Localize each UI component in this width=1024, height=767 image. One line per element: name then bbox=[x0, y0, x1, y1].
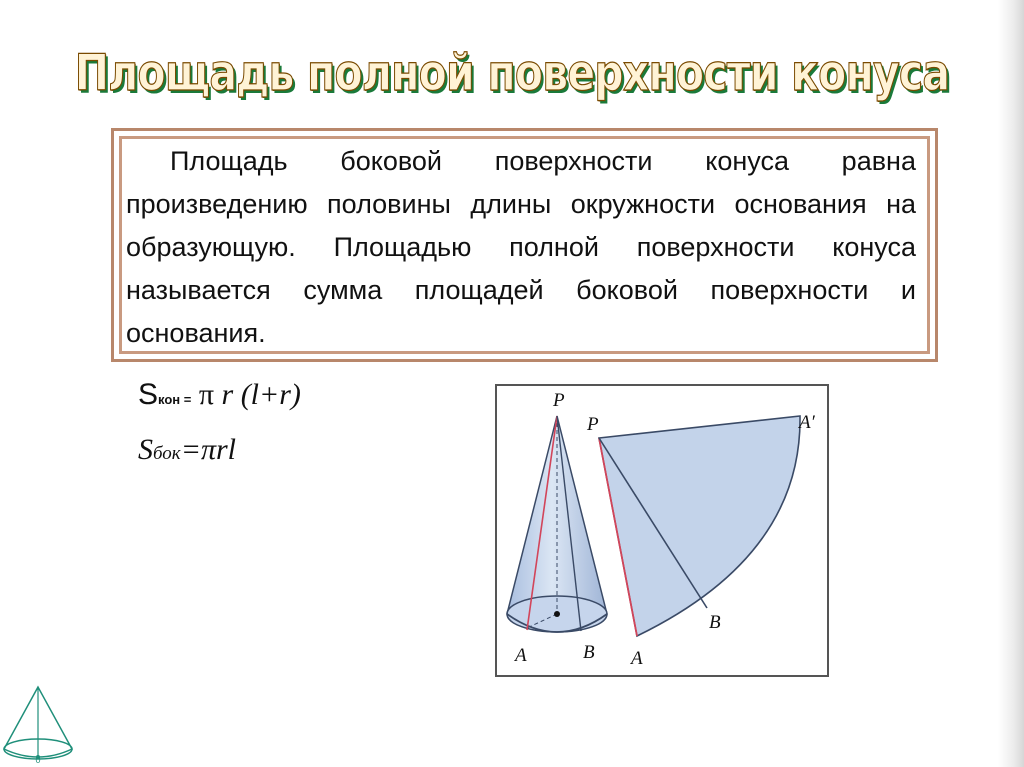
formula-full-expr: r (l+r) bbox=[214, 378, 301, 411]
cone-point-b-label: B bbox=[583, 642, 595, 663]
formula-lateral-surface bbox=[138, 433, 236, 467]
cone-base-center bbox=[554, 611, 560, 617]
sector-point-a-label: A bbox=[631, 648, 643, 669]
cone-development-figure bbox=[495, 384, 829, 677]
cone-icon-label: 0 bbox=[35, 755, 41, 765]
formula-full-symbol: S bbox=[138, 378, 159, 411]
development-sector bbox=[599, 416, 800, 636]
lateral-surface-development bbox=[586, 412, 816, 669]
sector-point-b-label: B bbox=[709, 612, 721, 633]
formula-full-surface bbox=[138, 378, 301, 412]
cone-development-drawing bbox=[497, 386, 827, 675]
formula-full-subscript: кон = bbox=[158, 392, 192, 407]
sector-point-p-label: P bbox=[587, 414, 599, 435]
definition-box bbox=[111, 128, 938, 362]
formula-lateral-expr: =πrl bbox=[180, 433, 236, 466]
definition-text: Площадь боковой поверхности конуса равна произведению половины длины окружности основания на образующую. Площадью полной поверхности конуса называется сумма площадей боковой поверхности и основания. bbox=[126, 146, 916, 348]
cone-apex-label: P bbox=[553, 390, 565, 411]
cone-icon bbox=[0, 685, 80, 767]
cone-point-a-label: A bbox=[515, 645, 527, 666]
slide-edge-shadow bbox=[998, 0, 1024, 767]
formula-lateral-subscript: бок bbox=[153, 443, 181, 464]
formula-full-pi: π bbox=[198, 378, 215, 411]
formula-lateral-symbol: S bbox=[138, 433, 153, 466]
slide-title: Площадь полной поверхности конуса bbox=[74, 44, 950, 102]
sector-point-a-prime-label: A′ bbox=[799, 412, 815, 433]
